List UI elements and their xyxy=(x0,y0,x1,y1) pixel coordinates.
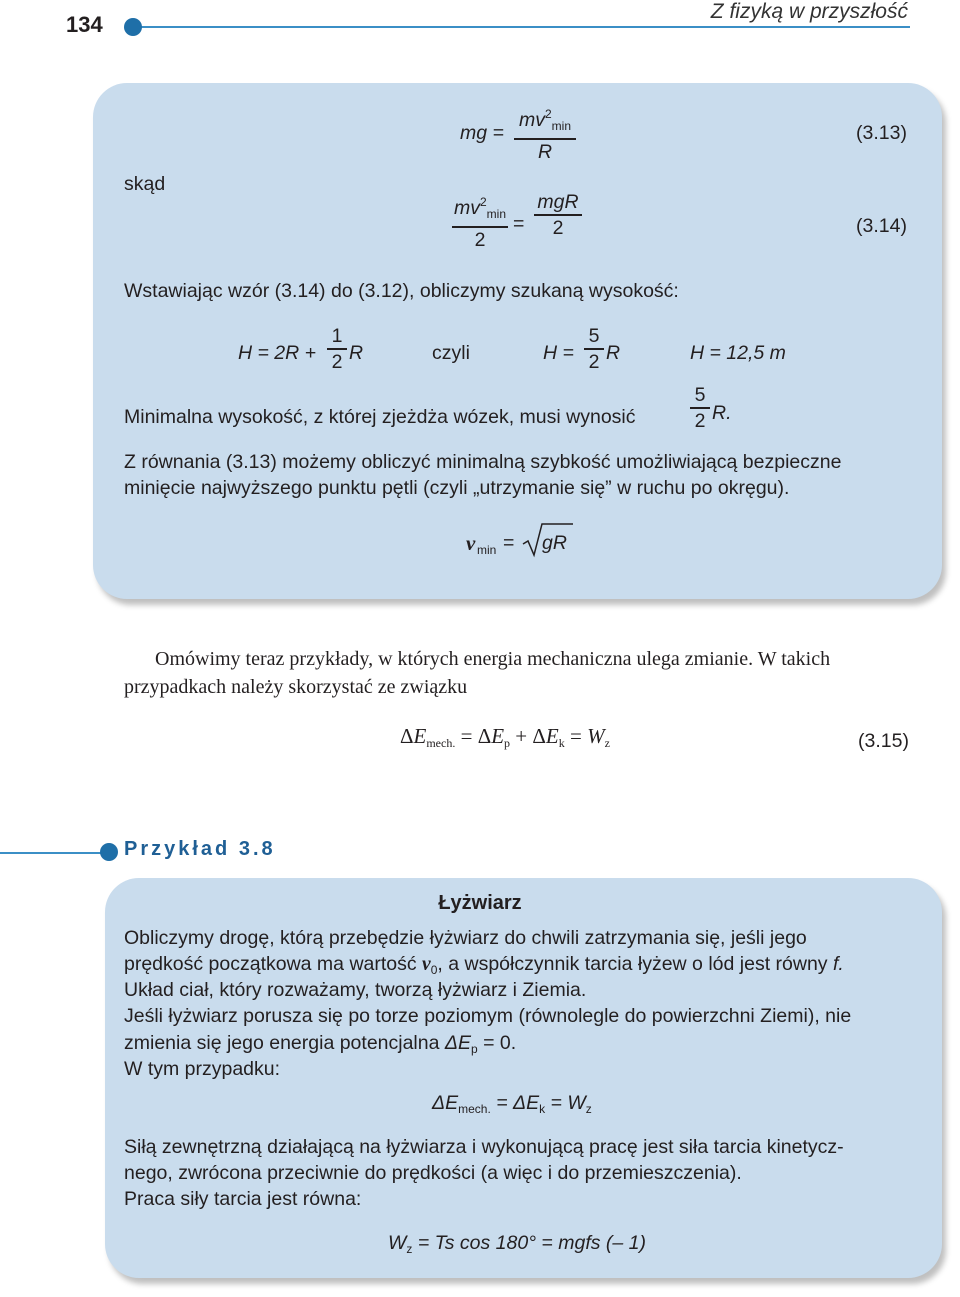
eq313-sub: min xyxy=(551,119,572,133)
eq314-lhs-den: 2 xyxy=(474,228,486,251)
eqH-b-num: 5 xyxy=(588,325,600,347)
example-bullet-icon xyxy=(100,843,118,861)
eqH-a-fraction xyxy=(327,324,347,374)
example-line-2-b: , a współczynnik tarcia łyżew o lód jest równy xyxy=(437,953,828,975)
e-1: E xyxy=(413,724,427,748)
paragraph-2: Minimalna wysokość, z której zjeżdża wózek, musi wynosić xyxy=(124,406,636,428)
para2-fraction xyxy=(690,383,710,433)
delta-2: Δ xyxy=(477,724,492,748)
eq313-tag: (3.13) xyxy=(856,122,907,144)
eq314-rhs-fraction xyxy=(534,190,582,240)
eqH-czyli: czyli xyxy=(432,342,470,364)
para2-r: R. xyxy=(712,402,732,424)
header-rule xyxy=(135,26,910,28)
eq314-rhs-num: mgR xyxy=(537,191,579,213)
eqH-b: H = xyxy=(543,342,574,364)
example-line-5-b: = 0. xyxy=(483,1032,517,1054)
eq314-lhs-sub: min xyxy=(486,207,507,221)
example-line-1: Obliczymy drogę, którą przebędzie łyżwiarz do chwili zatrzymania się, jeśli jego xyxy=(124,927,807,949)
w: W xyxy=(587,724,605,748)
eq313-den: R xyxy=(537,140,553,163)
example-line-9: Praca siły tarcia jest równa: xyxy=(124,1188,362,1210)
para2-num: 5 xyxy=(694,384,706,406)
eq-mech-c: = W xyxy=(550,1092,586,1114)
example-label: Przykład 3.8 xyxy=(124,838,276,860)
example-line-7: Siłą zewnętrzną działającą na łyżwiarza i wykonującą pracę jest siła tarcia kinetycz- xyxy=(124,1136,844,1158)
v0: v xyxy=(422,954,431,975)
example-line-4: Jeśli łyżwiarz porusza się po torze poziomym (równolegle do powierzchni Ziemi), nie xyxy=(124,1005,852,1027)
eq-1: = xyxy=(460,724,473,748)
eq313-fraction xyxy=(514,102,576,164)
eq314-eq: = xyxy=(513,213,525,235)
book-title: Z fizyką w przyszłość xyxy=(710,0,908,23)
example-title: Łyżwiarz xyxy=(438,892,522,914)
f-symbol: f. xyxy=(832,953,844,975)
e-2: E xyxy=(491,724,505,748)
vmin-v: v xyxy=(466,531,476,555)
para2-den: 2 xyxy=(694,409,706,432)
example-line-5-a: zmienia się jego energia potencjalna xyxy=(124,1032,440,1054)
eq314-lhs-num: mv xyxy=(453,197,480,219)
eqH-a-den: 2 xyxy=(331,350,343,373)
paragraph-3-line-2: minięcie najwyższego punktu pętli (czyli „utrzymanie się” w ruchu po okręgu). xyxy=(124,477,790,499)
plus: + xyxy=(515,724,528,748)
equation-3-15 xyxy=(400,724,610,751)
paragraph-3-line-1: Z równania (3.13) możemy obliczyć minimalną szybkość umożliwiającą bezpieczne xyxy=(124,451,842,473)
e-3: E xyxy=(545,724,559,748)
eqH-a-num: 1 xyxy=(331,325,343,347)
eq314-rhs-den: 2 xyxy=(552,216,564,239)
delta-1: Δ xyxy=(400,724,414,748)
delta-ep-sub: p xyxy=(470,1042,478,1056)
sub-z: z xyxy=(604,736,610,750)
equation-mech xyxy=(432,1090,592,1122)
v0-sub: 0 xyxy=(430,963,438,977)
eq314-lhs-sup: 2 xyxy=(479,195,487,209)
example-line-3: Układ ciał, który rozważamy, tworzą łyżwiarz i Ziemia. xyxy=(124,979,587,1001)
eq-work-w: W xyxy=(388,1232,407,1254)
page-number: 134 xyxy=(66,12,103,37)
eqH-b-r: R xyxy=(606,342,621,364)
example-line-6: W tym przypadku: xyxy=(124,1058,281,1080)
eqH-a-r: R xyxy=(349,342,364,364)
eqH-a: H = 2R + xyxy=(238,342,317,364)
eqH-c: H = 12,5 m xyxy=(690,342,786,364)
sub-k: k xyxy=(558,736,565,750)
equation-work xyxy=(388,1230,646,1262)
eq-mech-a: ΔE xyxy=(432,1092,459,1114)
eq-mech-c-sub: z xyxy=(585,1102,592,1116)
eq-work-w-sub: z xyxy=(406,1242,413,1256)
eq313-num: mv xyxy=(518,109,545,131)
eq315-tag: (3.15) xyxy=(858,730,909,752)
eq314-lhs-fraction xyxy=(452,190,508,252)
eq313-lhs: mg = xyxy=(460,122,504,144)
example-line-8: nego, zwrócona przeciwnie do prędkości (a więc i do przemieszczenia). xyxy=(124,1162,742,1184)
example-rule xyxy=(0,852,104,854)
eq-mech-a-sub: mech. xyxy=(458,1102,491,1116)
vmin-eq: = xyxy=(503,532,515,554)
paragraph-1: Wstawiając wzór (3.14) do (3.12), obliczymy szukaną wysokość: xyxy=(124,280,679,302)
skad-label: skąd xyxy=(124,173,166,195)
example-line-2-a: prędkość początkowa ma wartość xyxy=(124,953,417,975)
sub-mech: mech. xyxy=(426,736,456,750)
sub-p: p xyxy=(504,736,511,750)
eq313-sup: 2 xyxy=(544,107,552,121)
delta-ep: ΔE xyxy=(444,1032,471,1054)
eqH-b-den: 2 xyxy=(588,350,600,373)
eq-2: = xyxy=(569,724,582,748)
vmin-radicand: gR xyxy=(542,532,567,554)
middle-line-1: Omówimy teraz przykłady, w których energia mechaniczna ulega zmianie. W takich xyxy=(155,648,831,670)
eq-mech-b: = ΔE xyxy=(496,1092,540,1114)
vmin-sub: min xyxy=(477,543,497,557)
eq-work-rest: = Ts cos 180° = mgfs (– 1) xyxy=(417,1232,647,1254)
eq314-tag: (3.14) xyxy=(856,215,907,237)
delta-3: Δ xyxy=(532,724,546,748)
eqH-b-fraction xyxy=(584,324,604,374)
middle-line-2: przypadkach należy skorzystać ze związku xyxy=(124,676,468,698)
header-bullet-icon xyxy=(124,18,142,36)
eq-mech-b-sub: k xyxy=(539,1102,546,1116)
